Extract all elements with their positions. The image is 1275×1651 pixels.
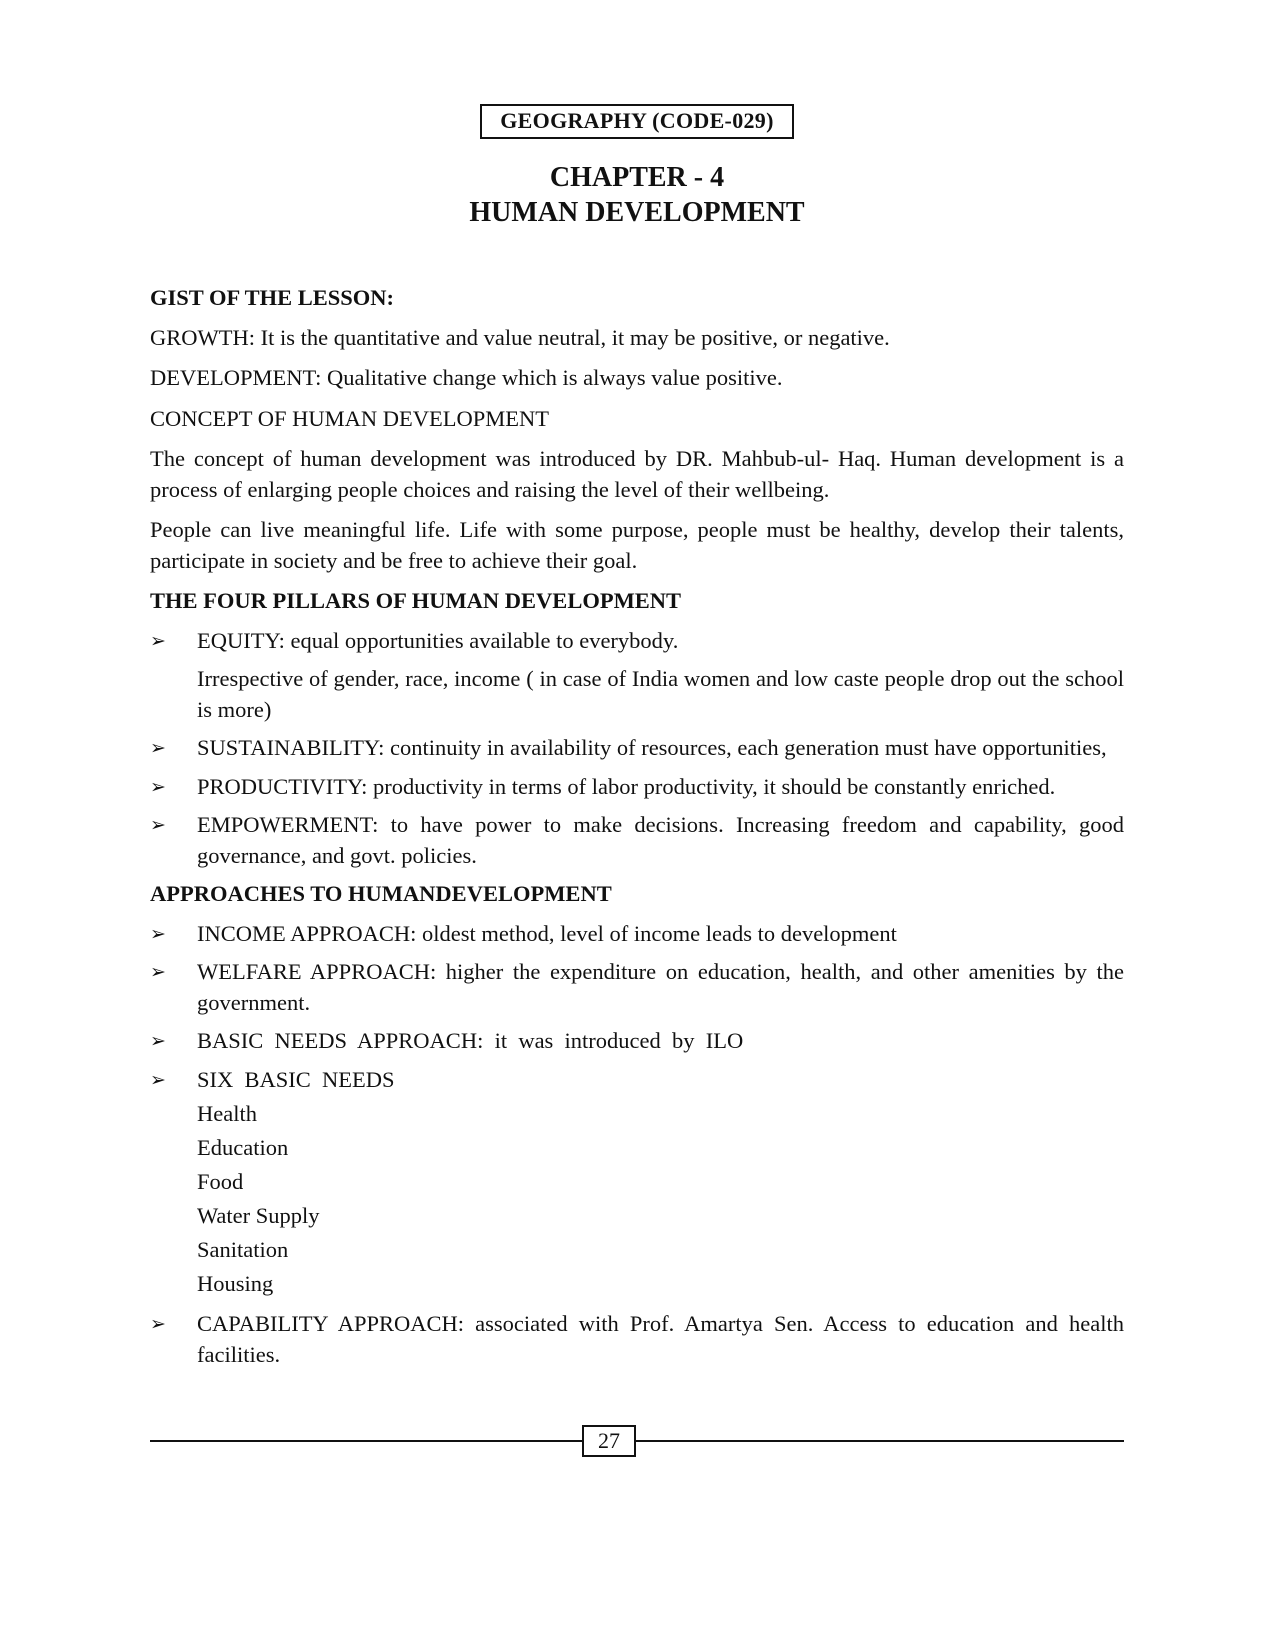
concept-paragraph-2: People can live meaningful life. Life with some purpose, people must be healthy, develop their talents, participate in society and be free to achieve their goal.	[150, 517, 1124, 573]
list-item-basic-needs-approach	[150, 1026, 1124, 1057]
approaches-list	[150, 919, 1124, 1096]
page-content	[150, 283, 1124, 1378]
list-item-six-basic-needs	[150, 1065, 1124, 1096]
arrowhead-bullet-icon: ➢	[150, 737, 166, 759]
sustainability-text: SUSTAINABILITY: continuity in availability of resources, each generation must have opportunities,	[197, 735, 1107, 760]
approaches-heading: APPROACHES TO HUMANDEVELOPMENT	[150, 881, 612, 906]
list-item-equity	[150, 626, 1124, 657]
six-basic-needs-text: SIX BASIC NEEDS	[197, 1066, 395, 1092]
need-item: Education	[197, 1135, 289, 1160]
development-definition: DEVELOPMENT: Qualitative change which is always value positive.	[150, 365, 783, 390]
arrowhead-bullet-icon: ➢	[150, 922, 166, 945]
need-item: Health	[197, 1101, 257, 1126]
pillars-list-continued	[150, 733, 1124, 871]
empowerment-text: EMPOWERMENT: to have power to make decisions. Increasing freedom and capability, good governance, and govt. policies.	[197, 812, 1124, 868]
arrowhead-bullet-icon: ➢	[150, 1313, 166, 1335]
list-item-empowerment	[150, 810, 1124, 871]
arrowhead-bullet-icon: ➢	[150, 1068, 166, 1091]
chapter-number: CHAPTER - 4	[549, 162, 725, 193]
equity-note: Irrespective of gender, race, income ( in case of India women and low caste people drop out the school is more)	[197, 666, 1124, 722]
need-item: Housing	[197, 1271, 274, 1296]
welfare-approach-text: WELFARE APPROACH: higher the expenditure on education, health, and other amenities by the government.	[197, 959, 1124, 1015]
concept-heading: CONCEPT OF HUMAN DEVELOPMENT	[150, 405, 549, 431]
basic-needs-approach-text: BASIC NEEDS APPROACH: it was introduced by ILO	[197, 1028, 744, 1053]
arrowhead-bullet-icon: ➢	[150, 629, 166, 652]
gist-heading: GIST OF THE LESSON:	[150, 285, 395, 310]
income-approach-text: INCOME APPROACH: oldest method, level of income leads to development	[197, 920, 897, 946]
approaches-list-continued	[150, 1309, 1124, 1370]
pillars-list	[150, 626, 1124, 657]
chapter-title: HUMAN DEVELOPMENT	[469, 197, 805, 228]
list-item-welfare-approach	[150, 957, 1124, 1018]
document-page	[150, 0, 1124, 1651]
footer-rule-left	[150, 1440, 582, 1442]
pillars-heading: THE FOUR PILLARS OF HUMAN DEVELOPMENT	[150, 588, 682, 613]
arrowhead-bullet-icon: ➢	[150, 814, 166, 836]
equity-text: EQUITY: equal opportunities available to everybody.	[197, 627, 679, 653]
page-number: 27	[582, 1425, 636, 1457]
list-item-sustainability	[150, 733, 1124, 764]
footer-rule-right	[636, 1440, 1124, 1442]
list-item-income-approach	[150, 919, 1124, 950]
subject-header	[150, 104, 1124, 139]
arrowhead-bullet-icon: ➢	[150, 1030, 166, 1052]
page-footer	[150, 1425, 1124, 1457]
arrowhead-bullet-icon: ➢	[150, 961, 166, 983]
growth-definition: GROWTH: It is the quantitative and value neutral, it may be positive, or negative.	[150, 324, 890, 350]
list-item-capability-approach	[150, 1309, 1124, 1370]
arrowhead-bullet-icon: ➢	[150, 775, 166, 798]
chapter-heading	[150, 160, 1124, 230]
list-item-productivity	[150, 772, 1124, 803]
capability-approach-text: CAPABILITY APPROACH: associated with Prof. Amartya Sen. Access to education and health facilities.	[197, 1311, 1124, 1367]
subject-code-box: GEOGRAPHY (CODE-029)	[480, 104, 793, 139]
basic-needs-list	[150, 1097, 1124, 1301]
need-item: Food	[197, 1169, 244, 1194]
need-item: Sanitation	[197, 1237, 289, 1262]
concept-paragraph-1: The concept of human development was introduced by DR. Mahbub-ul- Haq. Human development is a process of enlarging people choices and raising the level of their wellbeing.	[150, 446, 1124, 502]
need-item: Water Supply	[197, 1203, 320, 1228]
productivity-text: PRODUCTIVITY: productivity in terms of labor productivity, it should be constantly enriched.	[197, 773, 1056, 799]
